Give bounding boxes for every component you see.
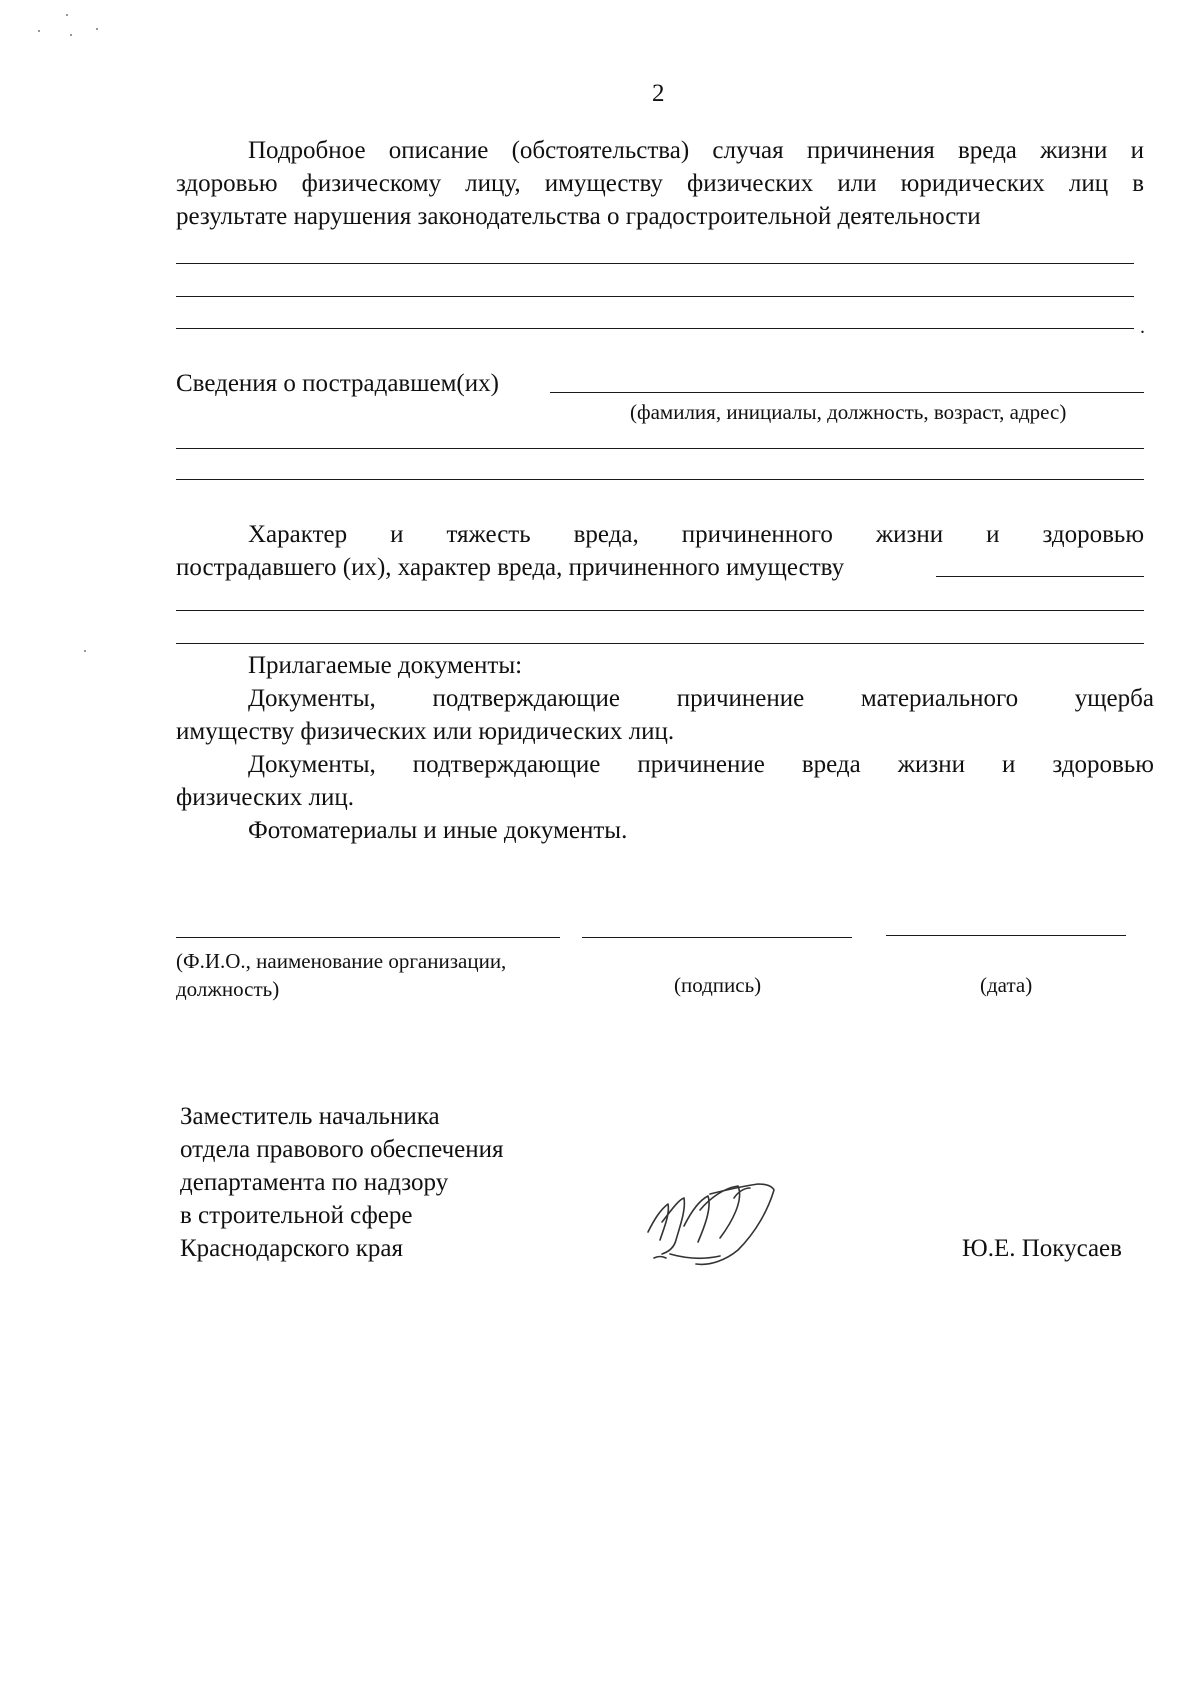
harm-blank-line-1[interactable] <box>936 576 1144 577</box>
official-title-line-4: в строительной сфере <box>180 1202 413 1229</box>
attachment-word: подтверждающие <box>412 751 601 778</box>
date-line[interactable] <box>886 935 1126 936</box>
fio-caption-line-2: должность) <box>176 977 280 1001</box>
signature-line[interactable] <box>582 937 852 938</box>
attachments-heading: Прилагаемые документы: <box>248 652 523 679</box>
harm-word: причиненного <box>681 521 833 548</box>
victim-blank-line-2[interactable] <box>176 448 1144 449</box>
incident-text-line-3: результате нарушения законодательства о градостроительной деятельности <box>176 203 981 230</box>
harm-word: Характер <box>248 521 348 548</box>
harm-blank-line-2[interactable] <box>176 610 1144 611</box>
harm-word: вреда, <box>573 521 639 548</box>
harm-blank-line-3[interactable] <box>176 643 1144 644</box>
attachment-2-line-2: физических лиц. <box>176 784 354 811</box>
attachment-word: жизни <box>897 751 966 778</box>
attachment-word: причинение <box>676 685 805 712</box>
signature-caption: (подпись) <box>674 973 762 997</box>
attachment-word: подтверждающие <box>432 685 621 712</box>
official-title-line-3: департамента по надзору <box>180 1169 449 1196</box>
scan-speck <box>96 28 98 30</box>
fio-signature-line[interactable] <box>176 937 560 938</box>
harm-word: и <box>986 521 1000 548</box>
harm-text-line-2: пострадавшего (их), характер вреда, причиненного имуществу <box>176 554 845 581</box>
attachment-word: материального <box>860 685 1019 712</box>
incident-text-line-2: здоровью физическому лицу, имуществу физических или юридических лиц в <box>176 170 1144 197</box>
handwritten-signature <box>640 1170 810 1270</box>
harm-text-line-1 <box>248 518 1144 551</box>
attachment-1-line-2: имуществу физических или юридических лиц. <box>176 718 675 745</box>
scan-speck <box>38 30 40 32</box>
attachment-word: вреда <box>801 751 861 778</box>
official-title-line-5: Краснодарского края <box>180 1235 403 1262</box>
attachment-word: и <box>1002 751 1016 778</box>
harm-word: тяжесть <box>446 521 531 548</box>
attachment-word: ущерба <box>1074 685 1154 712</box>
harm-word: жизни <box>875 521 944 548</box>
scan-speck <box>66 14 68 16</box>
attachment-word: причинение <box>637 751 765 778</box>
victim-label: Сведения о пострадавшем(их) <box>176 370 499 397</box>
attachment-word: здоровью <box>1052 751 1154 778</box>
victim-blank-line-1[interactable] <box>550 392 1144 393</box>
incident-blank-line-2[interactable] <box>176 296 1134 297</box>
attachment-1-line-1 <box>248 682 1154 715</box>
period-mark: . <box>1140 316 1145 338</box>
victim-hint: (фамилия, инициалы, должность, возраст, адрес) <box>630 400 1067 424</box>
attachment-3: Фотоматериалы и иные документы. <box>248 817 628 844</box>
scan-speck <box>70 34 72 36</box>
official-title-line-1: Заместитель начальника <box>180 1103 440 1130</box>
official-name: Ю.Е. Покусаев <box>962 1235 1122 1262</box>
harm-word: здоровью <box>1042 521 1144 548</box>
victim-blank-line-3[interactable] <box>176 479 1144 480</box>
scan-speck <box>84 650 86 652</box>
incident-blank-line-3[interactable] <box>176 328 1134 329</box>
harm-word: и <box>390 521 404 548</box>
attachment-word: Документы, <box>248 685 376 712</box>
page-number: 2 <box>652 80 665 107</box>
incident-text-line-1: Подробное описание (обстоятельства) случая причинения вреда жизни и <box>248 137 1144 164</box>
incident-blank-line-1[interactable] <box>176 263 1134 264</box>
attachment-2-line-1 <box>248 748 1154 781</box>
date-caption: (дата) <box>980 973 1033 997</box>
official-title-line-2: отдела правового обеспечения <box>180 1136 504 1163</box>
attachment-word: Документы, <box>248 751 376 778</box>
fio-caption-line-1: (Ф.И.О., наименование организации, <box>176 949 507 973</box>
